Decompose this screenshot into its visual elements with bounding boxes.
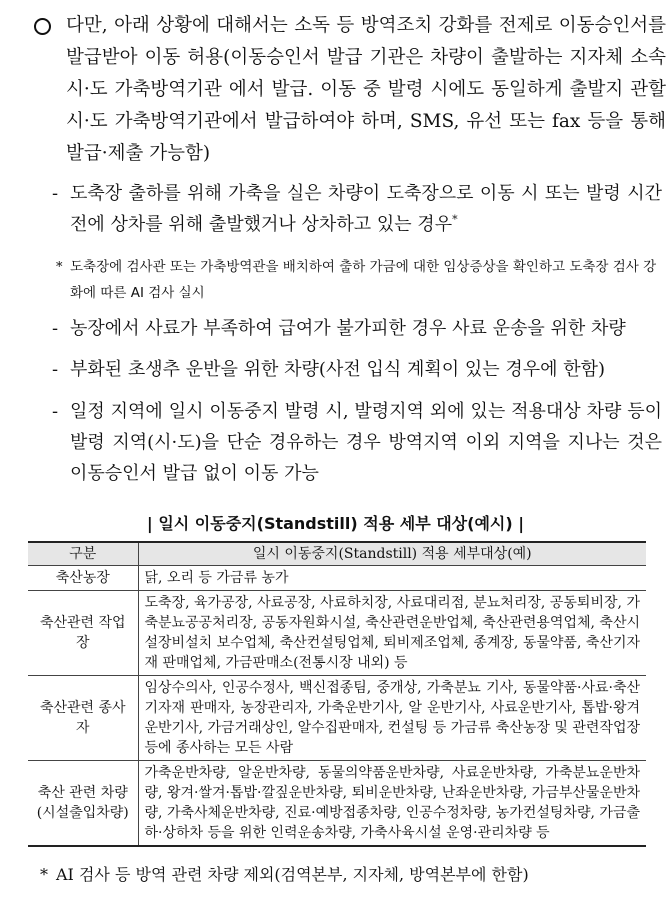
hollow-circle-bullet-icon	[34, 18, 51, 35]
main-bullet-text: 다만, 아래 상황에 대해서는 소독 등 방역조치 강화를 전제로 이동승인서를 발급받아 이동 허용(이동승인서 발급 기관은 차량이 출발하는 지자체 소속 시·도 가축방역기관 에서 발급. 이동 중 발령 시에도 동일하게 출발지 관할 시·도 가축방역기관에서 발급하여야 하며, SMS, 유선 또는 fax 등을 통해 발급·제출 가능함)	[66, 15, 666, 164]
column-header: 구분	[28, 542, 138, 566]
detail-cell: 닭, 오리 등 가금류 농가	[138, 566, 646, 591]
footnote-text: AI 검사 등 방역 관련 차량 제외(검역본부, 지자체, 방역본부에 한함)	[56, 865, 529, 884]
footnote	[40, 862, 660, 888]
dash-marker: -	[52, 183, 59, 204]
note-text: 도축장에 검사관 또는 가축방역관을 배치하여 출하 가금에 대한 임상증상을 확인하고 도축장 검사 강화에 따른 AI 검사 실시	[70, 259, 657, 301]
table-header-row	[28, 542, 646, 566]
category-cell: 축산농장	[28, 566, 138, 591]
dash-marker: -	[52, 318, 59, 339]
footnote-asterisk: *	[40, 865, 48, 884]
list-item-text: 도축장 출하를 위해 가축을 실은 차량이 도축장으로 이동 시 또는 발령 시간 전에 상차를 위해 출발했거나 상차하고 있는 경우*	[70, 183, 662, 235]
table-row	[28, 591, 646, 676]
list-item-text: 농장에서 사료가 부족하여 급여가 불가피한 경우 사료 운송을 위한 차량	[70, 318, 626, 339]
list-item-text: 일정 지역에 일시 이동중지 발령 시, 발령지역 외에 있는 적용대상 차량 등이 발령 지역(시·도)을 단순 경유하는 경우 방역지역 이외 지역을 지나는 것은 이동승인서 발급 없이 이동 가능	[70, 401, 663, 484]
note-asterisk: *	[56, 260, 63, 275]
footnote-ref: *	[452, 213, 458, 226]
category-cell: 축산관련 종사자	[28, 676, 138, 761]
standstill-target-table	[28, 541, 646, 847]
table-row	[28, 566, 646, 591]
detail-cell: 가축운반차량, 알운반차량, 동물의약품운반차량, 사료운반차량, 가축분뇨운반차량, 왕겨·쌀겨·톱밥·깔짚운반차량, 퇴비운반차량, 난좌운반차량, 가금부산물운반차량, 가축사체운반차량, 진료·예방접종차량, 인공수정차량, 농가컨설팅차량, 가금출하·상하차 등을 위한 인력운송차량, 가축사육시설 운영·관리차량 등	[138, 761, 646, 847]
category-cell: 축산관련 작업장	[28, 591, 138, 676]
dash-marker: -	[52, 359, 59, 380]
detail-cell: 도축장, 육가공장, 사료공장, 사료하치장, 사료대리점, 분뇨처리장, 공동퇴비장, 가축분뇨공공처리장, 공동자원화시설, 축산관련운반업체, 축산관련용역업체, 축산시설장비설치 보수업체, 축산컨설팅업체, 퇴비제조업체, 종계장, 동물약품, 축산기자재 판매업체, 가금판매소(전통시장 내외) 등	[138, 591, 646, 676]
category-cell: 축산 관련 차량 (시설출입차량)	[28, 761, 138, 847]
detail-cell: 임상수의사, 인공수정사, 백신접종팀, 중개상, 가축분뇨 기사, 동물약품·사료·축산기자재 판매자, 농장관리자, 가축운반기사, 알 운반기사, 사료운반기사, 톱밥·왕겨 운반기사, 가금거래상인, 알수집판매자, 컨설팅 등 가금류 축산농장 및 관련작업장 등에 종사하는 모든 사람	[138, 676, 646, 761]
list-item-text: 부화된 초생추 운반을 위한 차량(사전 입식 계획이 있는 경우에 한함)	[70, 359, 606, 380]
dash-marker: -	[52, 401, 59, 422]
table-row	[28, 761, 646, 847]
table-title: | 일시 이동중지(Standstill) 적용 세부 대상(예시) |	[146, 514, 525, 533]
column-header: 일시 이동중지(Standstill) 적용 세부대상(예)	[138, 542, 646, 566]
table-row	[28, 676, 646, 761]
